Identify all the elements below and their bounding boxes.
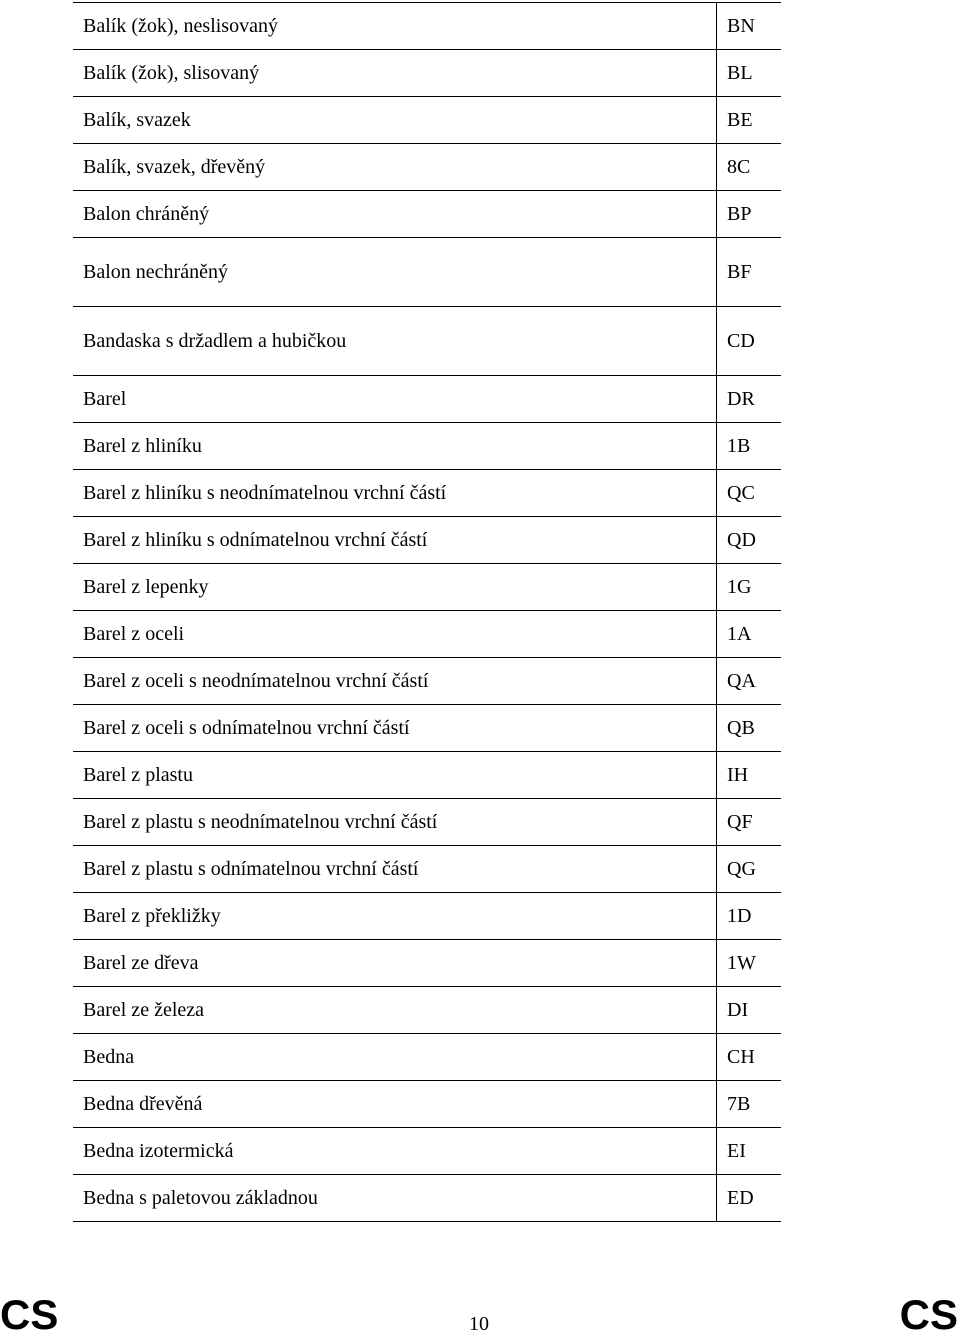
package-name: Balon nechráněný [73,238,717,306]
package-name: Barel z oceli s odnímatelnou vrchní částí [73,705,717,751]
footer-language-label-left: CS [0,1291,59,1338]
table-row [73,611,781,658]
package-name: Bedna izotermická [73,1128,717,1174]
package-code: QD [727,528,756,551]
table-row [73,144,781,191]
package-code: QF [727,810,753,833]
package-code: ED [727,1186,754,1209]
packaging-codes-table [73,2,781,1222]
table-row [73,564,781,611]
package-name: Barel z lepenky [73,564,717,610]
package-name: Barel z plastu [73,752,717,798]
package-name: Barel z plastu s odnímatelnou vrchní částí [73,846,717,892]
table-row [73,799,781,846]
package-code: DR [727,387,755,410]
package-code: 7B [727,1092,751,1115]
footer-language-label-right: CS [899,1291,958,1338]
package-code: BN [727,14,755,37]
table-row [73,307,781,376]
package-code: EI [727,1139,746,1162]
table-row [73,987,781,1034]
package-code: QG [727,857,756,880]
table-row [73,376,781,423]
table-row [73,846,781,893]
package-code: 1B [727,434,751,457]
package-name: Bandaska s držadlem a hubičkou [73,307,717,375]
package-name: Bedna s paletovou základnou [73,1175,717,1221]
package-code: 1D [727,904,752,927]
package-name: Barel z hliníku s odnímatelnou vrchní částí [73,517,717,563]
package-name: Barel z překližky [73,893,717,939]
table-row [73,470,781,517]
package-code: BE [727,108,753,131]
table-row [73,1175,781,1222]
table-row [73,50,781,97]
package-code: CH [727,1045,755,1068]
table-row [73,752,781,799]
table-row [73,1128,781,1175]
package-name: Barel z hliníku [73,423,717,469]
package-code: QA [727,669,756,692]
package-code: 1A [727,622,752,645]
table-row [73,705,781,752]
page-number: 10 [469,1313,489,1335]
table-row [73,658,781,705]
package-code: QB [727,716,755,739]
package-name: Balík (žok), neslisovaný [73,3,717,49]
table-row [73,1081,781,1128]
package-code: 8C [727,155,751,178]
package-name: Bedna dřevěná [73,1081,717,1127]
package-name: Balík (žok), slisovaný [73,50,717,96]
package-name: Barel z oceli s neodnímatelnou vrchní částí [73,658,717,704]
package-name: Barel ze dřeva [73,940,717,986]
table-row [73,97,781,144]
table-row [73,1034,781,1081]
package-code: BP [727,202,752,225]
table-row [73,191,781,238]
package-name: Barel ze železa [73,987,717,1033]
package-code: CD [727,329,755,352]
package-code: BF [727,260,752,283]
table-row [73,423,781,470]
table-row [73,940,781,987]
package-code: BL [727,61,753,84]
package-name: Barel z hliníku s neodnímatelnou vrchní částí [73,470,717,516]
package-code: QC [727,481,755,504]
table-row [73,3,781,50]
table-row [73,238,781,307]
package-code: IH [727,763,749,786]
package-code: 1W [727,951,756,974]
package-name: Barel z plastu s neodnímatelnou vrchní částí [73,799,717,845]
package-name: Barel [73,376,717,422]
table-row [73,893,781,940]
package-code: DI [727,998,749,1021]
table-row [73,517,781,564]
package-name: Balon chráněný [73,191,717,237]
package-name: Balík, svazek [73,97,717,143]
package-name: Bedna [73,1034,717,1080]
package-name: Balík, svazek, dřevěný [73,144,717,190]
package-code: 1G [727,575,752,598]
package-name: Barel z oceli [73,611,717,657]
